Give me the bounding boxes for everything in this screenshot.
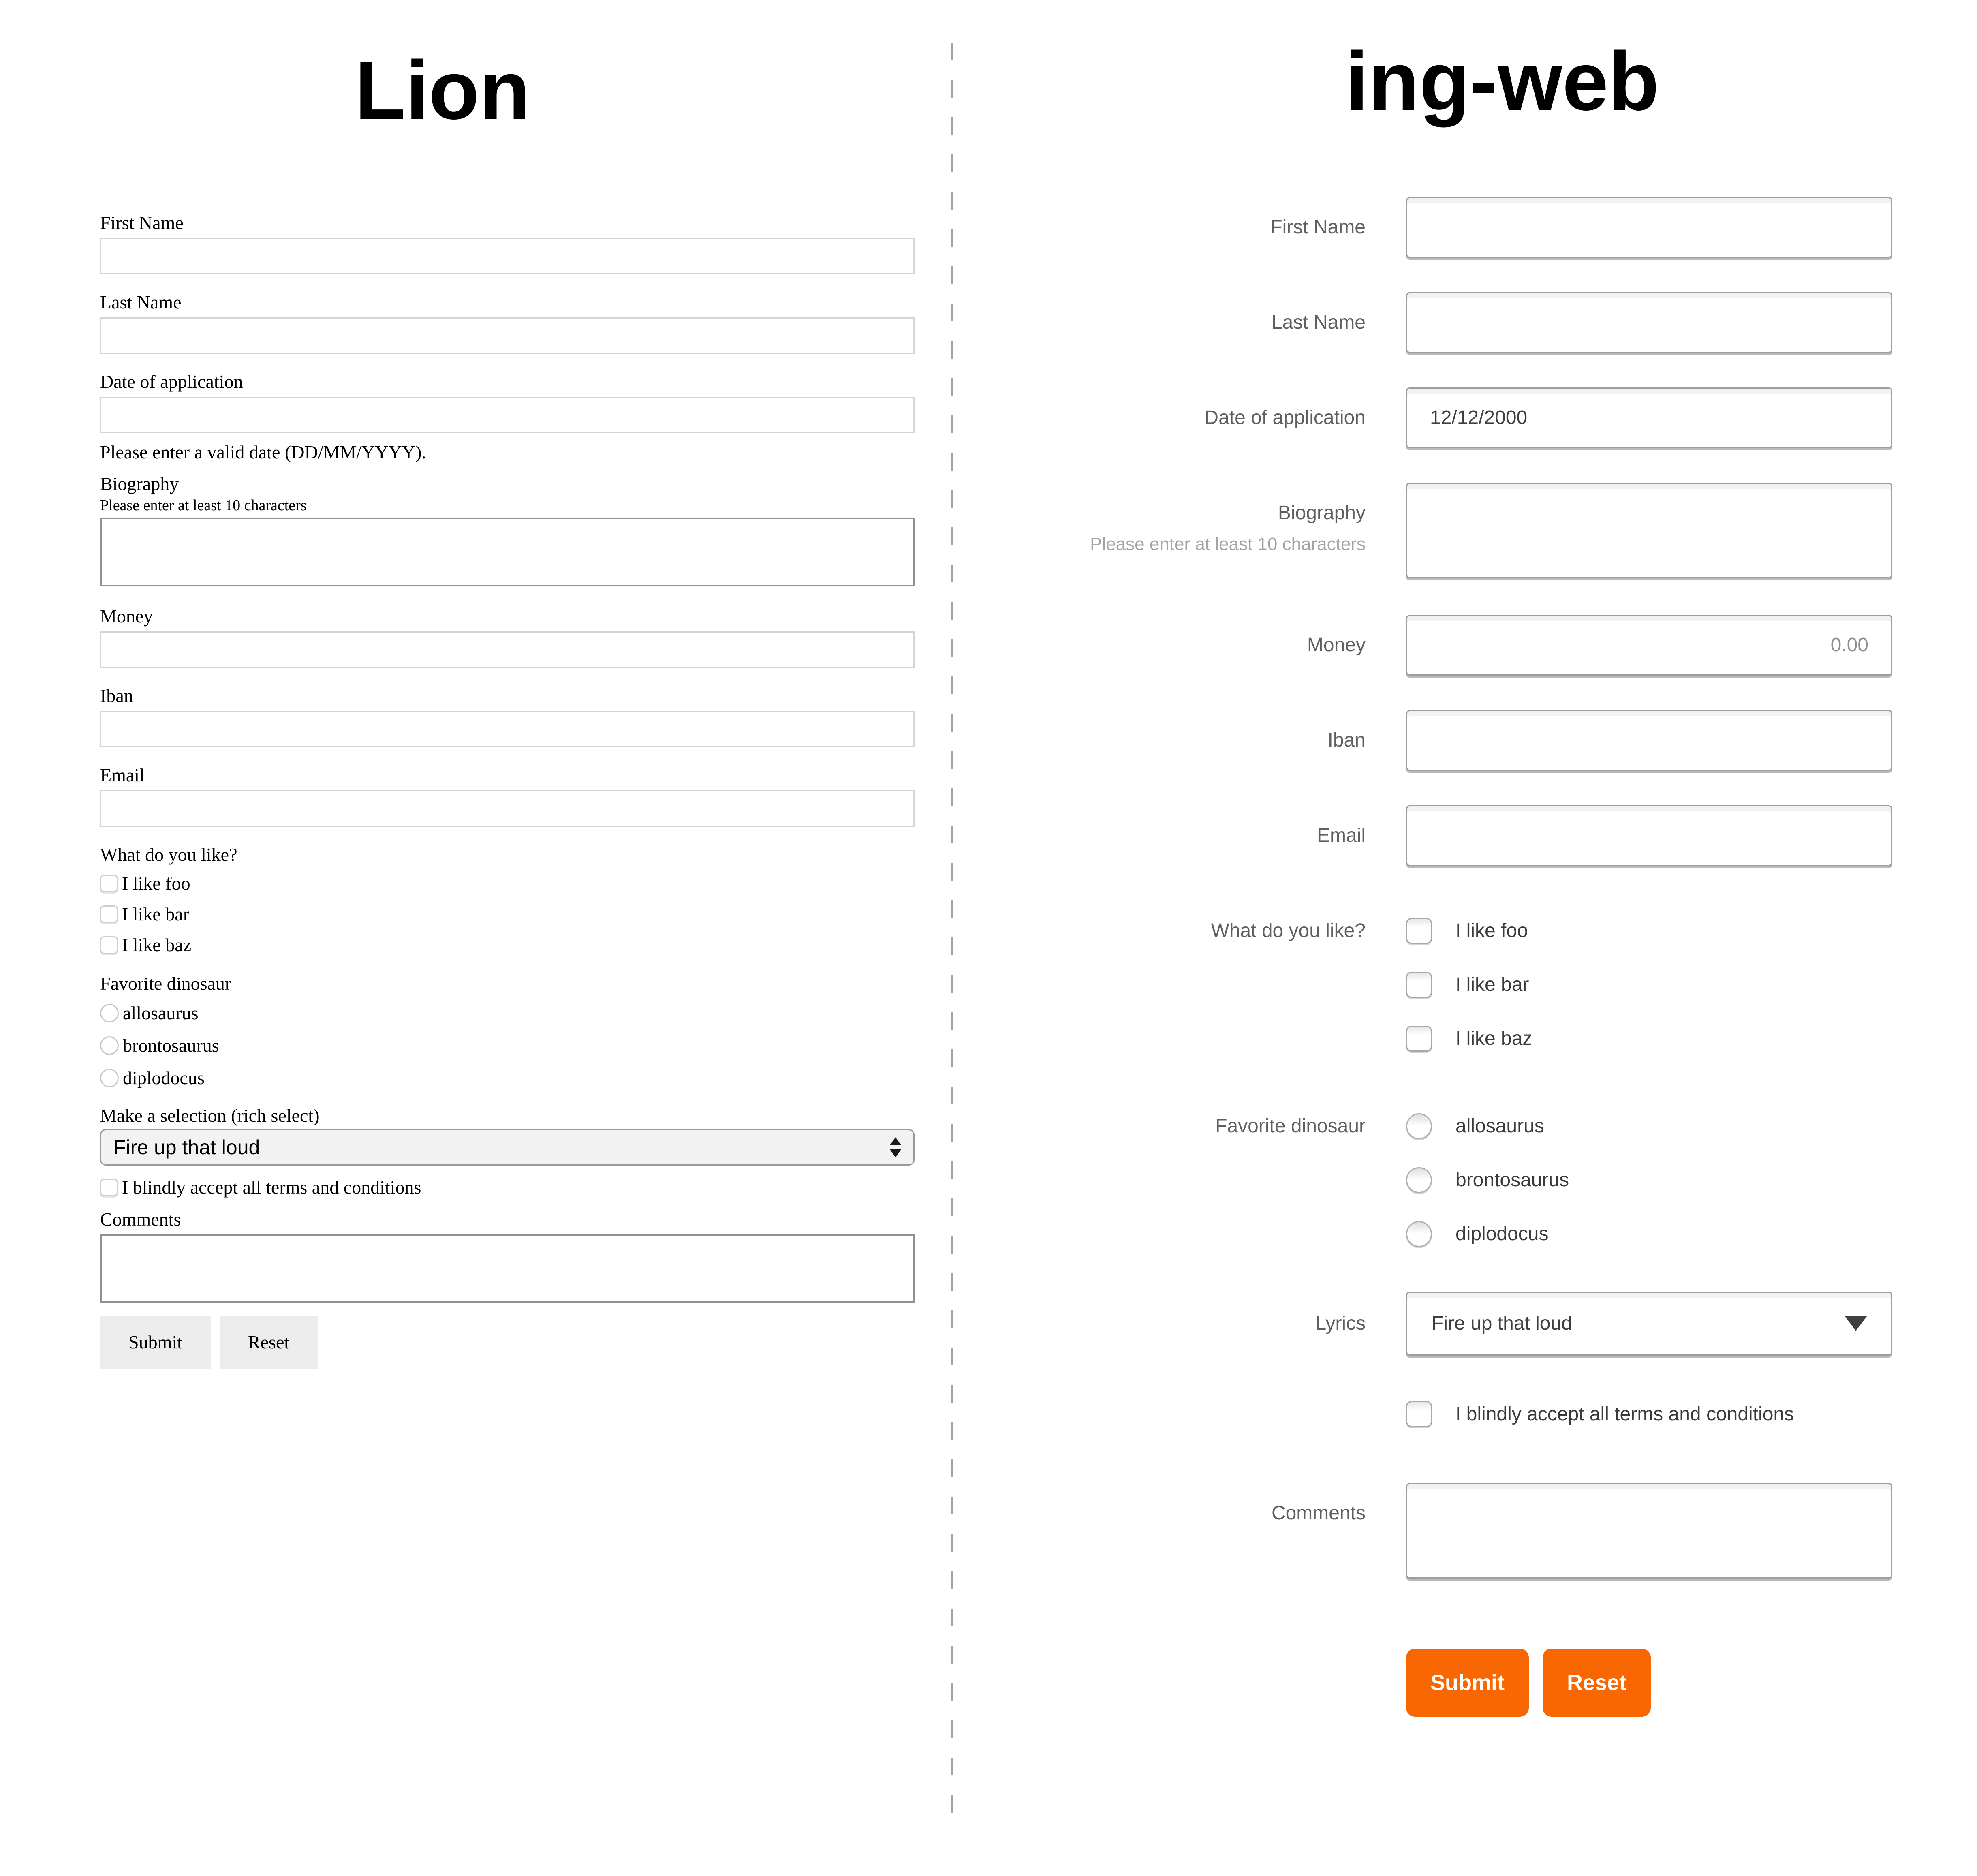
biography-field — [995, 483, 1892, 580]
foo-checkbox[interactable] — [1406, 918, 1432, 944]
checkbox-option-bar — [1406, 972, 1892, 998]
brontosaurus-radio-label: brontosaurus — [123, 1035, 219, 1056]
last-name-label: Last Name — [100, 291, 182, 312]
diplodocus-radio-label: diplodocus — [123, 1067, 205, 1088]
email-field — [995, 805, 1892, 866]
rich-select-value: Fire up that loud — [113, 1136, 260, 1159]
biography-field — [100, 472, 915, 588]
ing-web-form — [995, 197, 1892, 1717]
terms-row — [100, 1174, 915, 1200]
first-name-input[interactable] — [1406, 197, 1892, 258]
date-label: Date of application — [1204, 406, 1366, 428]
reset-button[interactable]: Reset — [220, 1316, 318, 1369]
money-field — [100, 605, 915, 668]
last-name-input[interactable] — [100, 317, 915, 354]
lion-form — [100, 211, 915, 1369]
date-field — [995, 387, 1892, 448]
likes-group-label: What do you like? — [100, 844, 237, 865]
submit-button[interactable]: Submit — [1406, 1649, 1529, 1717]
bar-checkbox-label: I like bar — [122, 904, 190, 924]
biography-helper: Please enter at least 10 characters — [100, 496, 307, 514]
lyrics-select[interactable] — [1406, 1292, 1892, 1356]
radio-option-brontosaurus — [100, 1029, 915, 1062]
comments-field — [100, 1208, 915, 1305]
diplodocus-radio-label: diplodocus — [1455, 1223, 1549, 1245]
last-name-label: Last Name — [1271, 311, 1366, 333]
first-name-field — [995, 197, 1892, 258]
foo-checkbox-label: I like foo — [122, 873, 190, 894]
radio-option-diplodocus — [1406, 1221, 1892, 1247]
column-divider — [951, 43, 953, 1822]
likes-group — [995, 918, 1892, 1052]
baz-checkbox-label: I like baz — [1455, 1027, 1532, 1049]
money-input[interactable] — [100, 631, 915, 668]
email-label: Email — [100, 764, 145, 785]
first-name-label: First Name — [1270, 216, 1366, 238]
first-name-input[interactable] — [100, 238, 915, 274]
first-name-field — [100, 211, 915, 274]
comments-textarea[interactable] — [1406, 1483, 1892, 1579]
bar-checkbox[interactable] — [1406, 972, 1432, 998]
radio-option-allosaurus — [100, 997, 915, 1029]
radio-option-diplodocus — [100, 1062, 915, 1094]
lyrics-select-value: Fire up that loud — [1432, 1313, 1572, 1334]
first-name-label: First Name — [100, 212, 184, 233]
iban-field — [995, 710, 1892, 771]
likes-group-label: What do you like? — [1211, 920, 1366, 941]
lion-title: Lion — [355, 44, 530, 137]
email-input[interactable] — [1406, 805, 1892, 866]
allosaurus-radio-label: allosaurus — [1455, 1115, 1544, 1137]
reset-button[interactable]: Reset — [1543, 1649, 1651, 1717]
submit-button[interactable]: Submit — [100, 1316, 211, 1369]
biography-label: Biography — [1278, 502, 1366, 524]
iban-label: Iban — [1327, 729, 1366, 751]
dinosaur-group-label: Favorite dinosaur — [100, 973, 231, 994]
iban-label: Iban — [100, 685, 133, 706]
rich-select-label: Make a selection (rich select) — [100, 1105, 320, 1126]
radio-option-brontosaurus — [1406, 1167, 1892, 1193]
allosaurus-radio[interactable] — [100, 1004, 119, 1022]
rich-select[interactable] — [100, 1129, 915, 1166]
checkbox-option-baz — [1406, 1026, 1892, 1052]
biography-helper: Please enter at least 10 characters — [1090, 534, 1366, 554]
lyrics-field — [995, 1292, 1892, 1356]
brontosaurus-radio[interactable] — [100, 1036, 119, 1055]
money-input[interactable] — [1406, 615, 1892, 676]
baz-checkbox[interactable] — [1406, 1026, 1432, 1052]
terms-checkbox-label: I blindly accept all terms and conditions — [122, 1177, 421, 1198]
last-name-field — [995, 292, 1892, 353]
email-input[interactable] — [100, 790, 915, 827]
date-field — [100, 370, 915, 464]
comments-textarea[interactable] — [100, 1234, 915, 1303]
comments-label: Comments — [1271, 1502, 1366, 1524]
checkbox-option-baz — [100, 930, 915, 960]
checkbox-option-foo — [100, 868, 915, 899]
iban-input[interactable] — [100, 711, 915, 747]
dinosaur-group-label: Favorite dinosaur — [1215, 1115, 1366, 1137]
ing-web-title: ing-web — [1345, 35, 1659, 128]
allosaurus-radio[interactable] — [1406, 1113, 1432, 1139]
likes-group — [100, 843, 915, 960]
money-label: Money — [1307, 634, 1366, 656]
rich-select-field — [100, 1104, 915, 1166]
foo-checkbox-label: I like foo — [1455, 920, 1528, 941]
comments-label: Comments — [100, 1209, 181, 1230]
radio-option-allosaurus — [1406, 1113, 1892, 1139]
ing-web-panel — [995, 0, 1892, 1717]
date-input[interactable] — [1406, 387, 1892, 448]
terms-row — [995, 1401, 1892, 1442]
dinosaur-group — [100, 972, 915, 1094]
biography-label: Biography — [100, 473, 179, 494]
checkbox-option-bar — [100, 899, 915, 930]
diplodocus-radio[interactable] — [1406, 1221, 1432, 1247]
bar-checkbox-label: I like bar — [1455, 973, 1529, 995]
iban-input[interactable] — [1406, 710, 1892, 771]
brontosaurus-radio-label: brontosaurus — [1455, 1169, 1569, 1191]
last-name-input[interactable] — [1406, 292, 1892, 353]
terms-checkbox-label: I blindly accept all terms and conditions — [1455, 1403, 1794, 1425]
ing-web-buttons-row — [1406, 1649, 1892, 1717]
biography-textarea[interactable] — [100, 518, 915, 586]
brontosaurus-radio[interactable] — [1406, 1167, 1432, 1193]
biography-textarea[interactable] — [1406, 483, 1892, 578]
baz-checkbox[interactable] — [100, 936, 118, 954]
bar-checkbox[interactable] — [100, 905, 118, 923]
date-label: Date of application — [100, 371, 243, 392]
foo-checkbox[interactable] — [100, 875, 118, 892]
select-stepper-icon — [890, 1137, 901, 1157]
last-name-field — [100, 291, 915, 354]
lion-panel — [100, 0, 915, 1369]
comments-field — [995, 1483, 1892, 1581]
iban-field — [100, 684, 915, 747]
money-field — [995, 615, 1892, 676]
baz-checkbox-label: I like baz — [122, 935, 192, 955]
allosaurus-radio-label: allosaurus — [123, 1003, 199, 1023]
checkbox-option-foo — [1406, 918, 1892, 944]
terms-checkbox[interactable] — [1406, 1401, 1432, 1427]
terms-checkbox[interactable] — [100, 1179, 118, 1196]
date-input[interactable] — [100, 397, 915, 433]
chevron-down-icon — [1845, 1316, 1867, 1331]
date-validation-message: Please enter a valid date (DD/MM/YYYY). — [100, 441, 426, 462]
email-field — [100, 764, 915, 827]
money-label: Money — [100, 605, 153, 627]
diplodocus-radio[interactable] — [100, 1069, 119, 1087]
email-label: Email — [1317, 824, 1366, 846]
lyrics-label: Lyrics — [1315, 1312, 1366, 1334]
dinosaur-group — [995, 1113, 1892, 1247]
lion-buttons-row — [100, 1316, 915, 1369]
